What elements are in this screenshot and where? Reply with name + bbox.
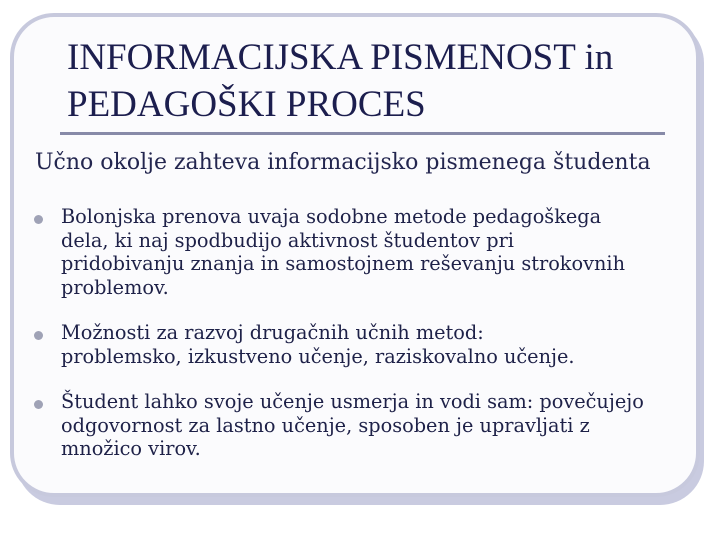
- bullet-list: [36, 205, 696, 483]
- title-line-1: INFORMACIJSKA PISMENOST in: [67, 37, 614, 78]
- bullet-line: Študent lahko svoje učenje usmerja in vodi sam: povečujejo: [61, 390, 644, 413]
- bullet-line: problemsko, izkustveno učenje, raziskovalno učenje.: [61, 344, 575, 368]
- bullet-line: problemov.: [61, 275, 169, 299]
- bullet-line: odgovornost za lastno učenje, sposoben je upravljati z: [61, 413, 590, 437]
- bullet-line: množico virov.: [61, 437, 201, 460]
- bullet-line: Bolonjska prenova uvaja sodobne metode pedagoškega: [61, 205, 602, 228]
- bullet-item: [36, 390, 696, 461]
- bullet-item: [36, 205, 696, 299]
- bullet-line: Možnosti za razvoj drugačnih učnih metod:: [61, 321, 484, 344]
- bullet-dot-icon: [34, 400, 43, 409]
- slide-subtitle: Učno okolje zahteva informacijsko pismenega študenta: [35, 150, 651, 175]
- title-divider: [60, 132, 665, 135]
- bullet-dot-icon: [34, 215, 43, 224]
- bullet-item: [36, 321, 696, 368]
- slide-title: [67, 34, 613, 128]
- bullet-dot-icon: [34, 331, 43, 340]
- bullet-line: pridobivanju znanja in samostojnem reševanju strokovnih: [61, 252, 625, 275]
- title-line-2: PEDAGOŠKI PROCES: [67, 84, 426, 125]
- bullet-line: dela, ki naj spodbudijo aktivnost študentov pri: [61, 228, 514, 252]
